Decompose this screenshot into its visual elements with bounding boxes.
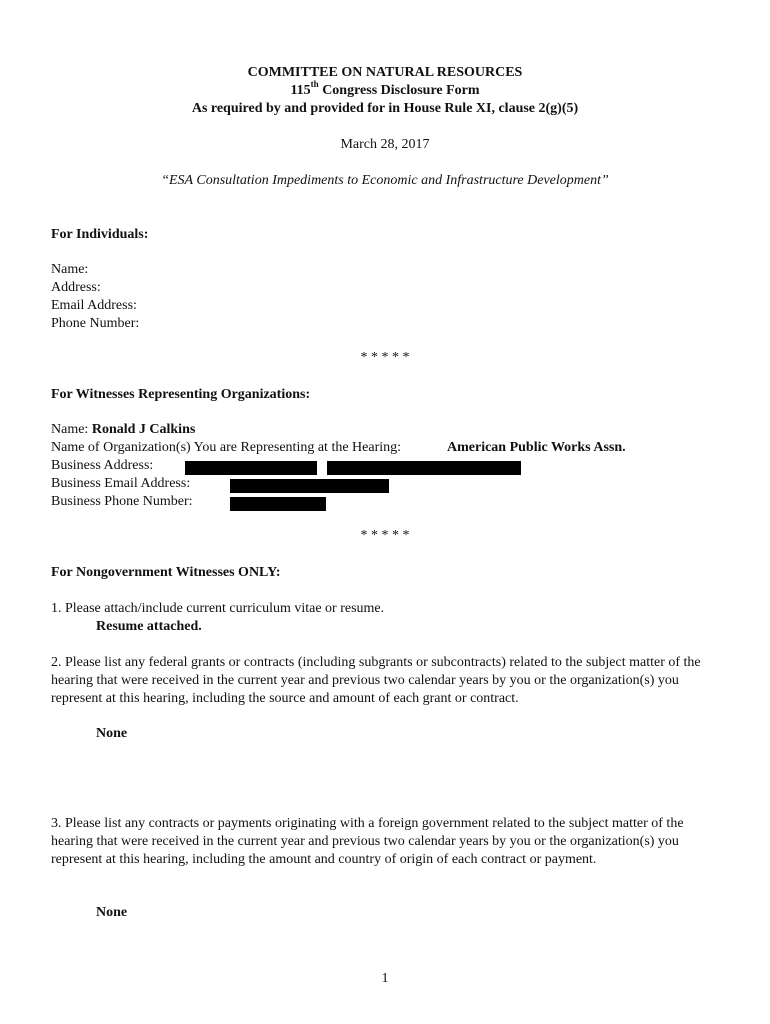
hearing-date: March 28, 2017 <box>340 137 430 152</box>
business-email-label: Business Email Address: <box>51 476 191 491</box>
page-number: 1 <box>381 971 389 986</box>
section-separator: * * * * * <box>360 350 410 365</box>
organizations-heading: For Witnesses Representing Organizations: <box>51 387 311 402</box>
organization-value: American Public Works Assn. <box>447 440 626 455</box>
individual-email-label: Email Address: <box>51 298 137 313</box>
individual-address-label: Address: <box>51 280 101 295</box>
redaction-bar <box>185 461 317 475</box>
answer-2: None <box>96 726 128 741</box>
witness-name-label: Name: <box>51 422 92 437</box>
redaction-bar <box>230 479 389 493</box>
question-3: 3. Please list any contracts or payments originating with a foreign government related to the subject matter of the hearing that were received in the current year and previous two calendar years by you or the organization(s) you represent at this hearing, including the amount and country of origin of each contract or payment. <box>51 816 684 867</box>
individual-name-label: Name: <box>51 262 89 277</box>
congress-number: 115 <box>290 83 311 98</box>
redaction-bar <box>230 497 326 511</box>
answer-3: None <box>96 905 128 920</box>
nongovernment-heading: For Nongovernment Witnesses ONLY: <box>51 565 281 580</box>
individuals-heading: For Individuals: <box>51 227 149 242</box>
question-1: 1. Please attach/include current curriculum vitae or resume. <box>51 601 385 616</box>
section-separator: * * * * * <box>360 528 410 543</box>
witness-name-row <box>51 422 195 438</box>
rule-reference: As required by and provided for in House Rule XI, clause 2(g)(5) <box>191 101 579 116</box>
question-2: 2. Please list any federal grants or contracts (including subgrants or subcontracts) related to the subject matter of the hearing that were received in the current year and previous two calendar years by you or the organization(s) you represent at this hearing, including the source and amount of each grant or contract. <box>51 655 701 706</box>
committee-title: COMMITTEE ON NATURAL RESOURCES <box>247 65 523 80</box>
form-title-text: Congress Disclosure Form <box>318 83 480 98</box>
congress-suffix: th <box>310 79 319 90</box>
business-phone-label: Business Phone Number: <box>51 494 193 509</box>
organization-label: Name of Organization(s) You are Representing at the Hearing: <box>51 440 402 455</box>
hearing-title: “ESA Consultation Impediments to Economic and Infrastructure Development” <box>161 173 609 188</box>
redaction-bar <box>327 461 521 475</box>
answer-1: Resume attached. <box>96 619 202 634</box>
individual-phone-label: Phone Number: <box>51 316 140 331</box>
witness-name-value: Ronald J Calkins <box>91 422 196 437</box>
business-address-label: Business Address: <box>51 458 154 473</box>
form-title <box>0 79 770 99</box>
